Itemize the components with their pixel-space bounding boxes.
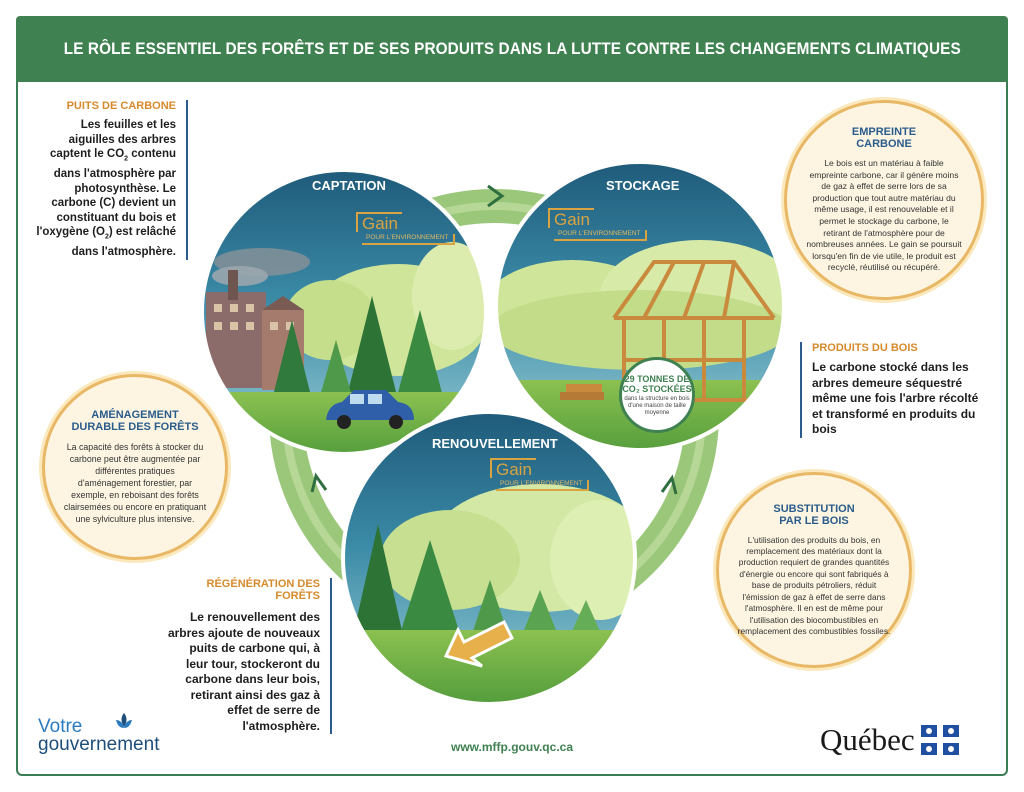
gouvernement-text: gouvernement xyxy=(38,734,160,755)
empreinte-heading-line1: EMPREINTE xyxy=(851,126,917,139)
fleur-de-lis-icon xyxy=(112,712,136,734)
regeneration-block xyxy=(164,578,332,734)
quebec-logo xyxy=(820,722,959,758)
produits-heading: PRODUITS DU BOIS xyxy=(812,342,918,354)
quebec-wordmark: Québec xyxy=(820,722,915,757)
empreinte-carbone-disc xyxy=(784,100,984,300)
renouvellement-label: RENOUVELLEMENT xyxy=(432,436,558,451)
cycle-arrow-left-icon xyxy=(312,476,326,492)
page-title: LE RÔLE ESSENTIEL DES FORÊTS ET DE SES PRODUITS DANS LA LUTTE CONTRE LES CHANGEMENTS CLIMATIQUES xyxy=(63,39,961,58)
website-url[interactable]: www.mffp.gouv.qc.ca xyxy=(450,740,573,754)
amenagement-heading-line1: AMÉNAGEMENT xyxy=(91,409,179,421)
stockage-gain-tag: Gain POUR L'ENVIRONNEMENT xyxy=(548,208,647,241)
substitution-heading-line1: SUBSTITUTION xyxy=(773,502,855,515)
puits-de-carbone-block xyxy=(34,100,188,260)
amenagement-heading-line2: DURABLE DES FORÊTS xyxy=(71,421,199,433)
empreinte-text: Le bois est un matériau à faible empreinte carbone, car il génère moins de gaz à effet de serre lors de sa production que tout autre matériau du même usage, il est renouvelable et il permet le stockage du carbone, le retirant de l'atmosphère pour de nombreuses années. Le gain se poursuit lorsqu'en fin de vie utile, le produit est recyclé, réutilisé ou récupéré. xyxy=(806,158,962,273)
substitution-text: L'utilisation des produits du bois, en remplacement des matériaux dont la production requiert de grandes quantités d'énergie ou encore qui sont fabriqués à base de produits pétroliers, réduit l'émission de gaz à effet de serre dans l'atmosphère. Il en est de même pour l'utilisation des biocombustibles en remplacement des combustibles fossiles. xyxy=(737,534,891,636)
captation-gain-tag: Gain POUR L'ENVIRONNEMENT xyxy=(356,212,455,245)
quebec-flag-icon xyxy=(921,725,959,755)
substitution-disc xyxy=(716,472,912,668)
regeneration-heading: RÉGÉNÉRATION DES FORÊTS xyxy=(206,578,320,602)
produits-du-bois-block xyxy=(800,342,986,438)
amenagement-text: La capacité des forêts à stocker du carbone peut être augmentée par différentes pratiques d'aménagement forestier, par exemple, en reboisant des forêts clairsemées ou encore en pratiquant une sylviculture plus intensive. xyxy=(63,442,207,524)
stockage-label: STOCKAGE xyxy=(606,178,680,193)
substitution-heading-line2: PAR LE BOIS xyxy=(779,514,849,527)
empreinte-heading-line2: CARBONE xyxy=(856,138,912,151)
co2-stored-badge: 29 TONNES DE CO₂ STOCKÉES dans la structure en bois d'une maison de taille moyenne xyxy=(619,357,695,433)
votre-gouvernement-logo xyxy=(38,718,159,754)
puits-heading: PUITS DE CARBONE xyxy=(66,100,176,112)
amenagement-durable-disc xyxy=(42,374,228,560)
votre-text: Votre xyxy=(38,716,83,737)
puits-text: Les feuilles et les aiguilles des arbres captent le $CO_2$ contenu dans l'atmosphère par photosynthèse. Le carbone (C) devient un constituant du bois et l'oxygène $(O_2)$ est relâché dans l'atmosphère. xyxy=(36,119,176,259)
regeneration-text: Le renouvellement des arbres ajoute de nouveaux puits de carbone qui, à leur tour, stockeront du carbone dans leur bois, retirant ainsi des gaz à effet de serre de l'atmosphère. xyxy=(167,610,320,733)
captation-label: CAPTATION xyxy=(312,178,386,193)
produits-text: Le carbone stocké dans les arbres demeure séquestré même une fois l'arbre récolté et transformé en produits du bois xyxy=(812,360,979,436)
renouvellement-gain-tag: Gain POUR L'ENVIRONNEMENT xyxy=(490,458,589,491)
